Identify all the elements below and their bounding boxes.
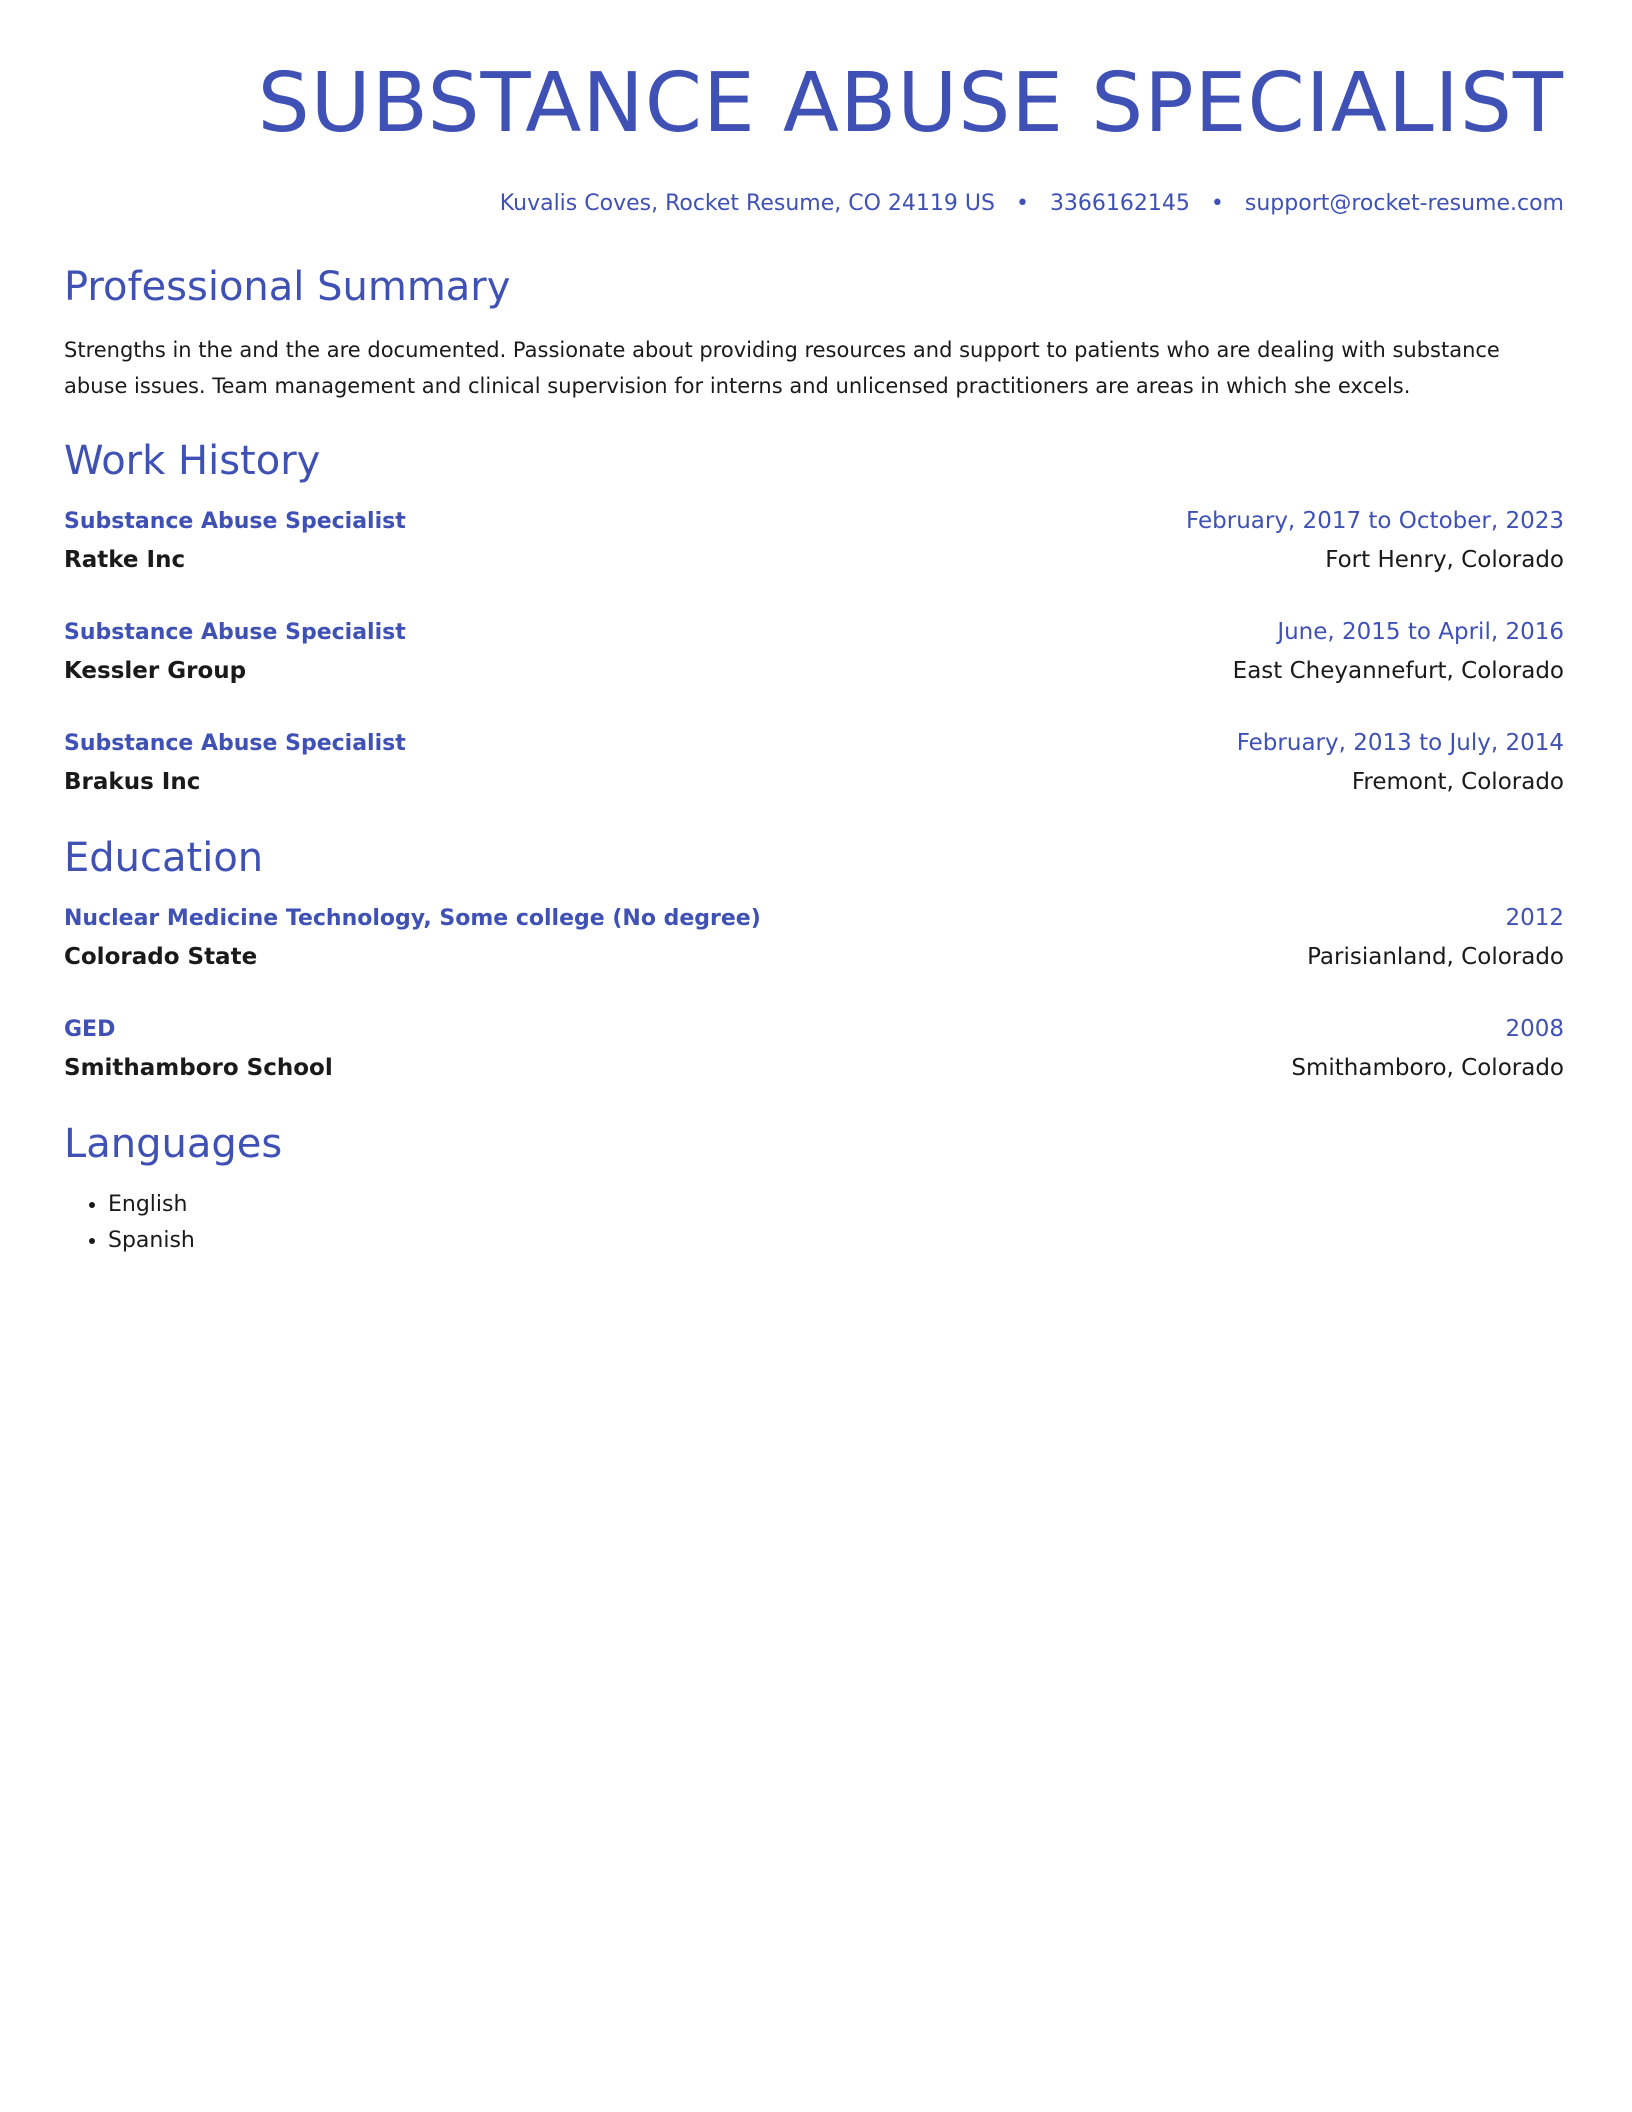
contact-line [64, 188, 1564, 220]
summary-heading: Professional Summary [64, 264, 511, 310]
bullet-separator: • [1210, 191, 1224, 216]
education-entry [64, 899, 1564, 976]
languages-list [64, 1187, 1564, 1259]
job-location: East Cheyannefurt, Colorado [1232, 658, 1564, 684]
graduation-year: 2008 [1505, 1016, 1564, 1042]
work-history-heading: Work History [64, 438, 321, 484]
summary-text: Strengths in the and the are documented. Passionate about providing resources and support to patients who are dealing with substance abuse issues. Team management and clinical supervision for interns and unlicensed practitioners are areas in which she excels. [64, 338, 1500, 398]
school-name: Smithamboro School [64, 1055, 333, 1081]
school-location: Smithamboro, Colorado [1291, 1055, 1564, 1081]
education-list [64, 899, 1564, 1087]
work-entry [64, 724, 1564, 801]
graduation-year: 2012 [1505, 905, 1564, 931]
contact-address: Kuvalis Coves, Rocket Resume, CO 24119 US [499, 191, 995, 216]
language-item: • Spanish [108, 1223, 1564, 1259]
school-location: Parisianland, Colorado [1307, 944, 1564, 970]
degree-name: GED [64, 1017, 116, 1042]
education-entry [64, 1010, 1564, 1087]
job-title: Substance Abuse Specialist [64, 620, 406, 645]
degree-name: Nuclear Medicine Technology, Some college (No degree) [64, 906, 761, 931]
company-name: Ratke Inc [64, 547, 186, 573]
school-name: Colorado State [64, 944, 258, 970]
education-heading: Education [64, 835, 264, 881]
job-location: Fremont, Colorado [1351, 769, 1564, 795]
work-history-list [64, 502, 1564, 801]
languages-heading: Languages [64, 1121, 283, 1167]
contact-phone: 3366162145 [1049, 191, 1190, 216]
work-entry [64, 502, 1564, 579]
job-dates: February, 2013 to July, 2014 [1236, 730, 1564, 756]
bullet-separator: • [1015, 191, 1029, 216]
work-entry [64, 613, 1564, 690]
job-dates: June, 2015 to April, 2016 [1277, 619, 1564, 645]
language-item: • English [108, 1187, 1564, 1223]
job-title: Substance Abuse Specialist [64, 509, 406, 534]
resume-title: SUBSTANCE ABUSE SPECIALIST [257, 56, 1564, 151]
job-title: Substance Abuse Specialist [64, 731, 406, 756]
company-name: Kessler Group [64, 658, 247, 684]
job-dates: February, 2017 to October, 2023 [1186, 508, 1564, 534]
contact-email: support@rocket-resume.com [1244, 191, 1564, 216]
job-location: Fort Henry, Colorado [1325, 547, 1564, 573]
company-name: Brakus Inc [64, 769, 201, 795]
